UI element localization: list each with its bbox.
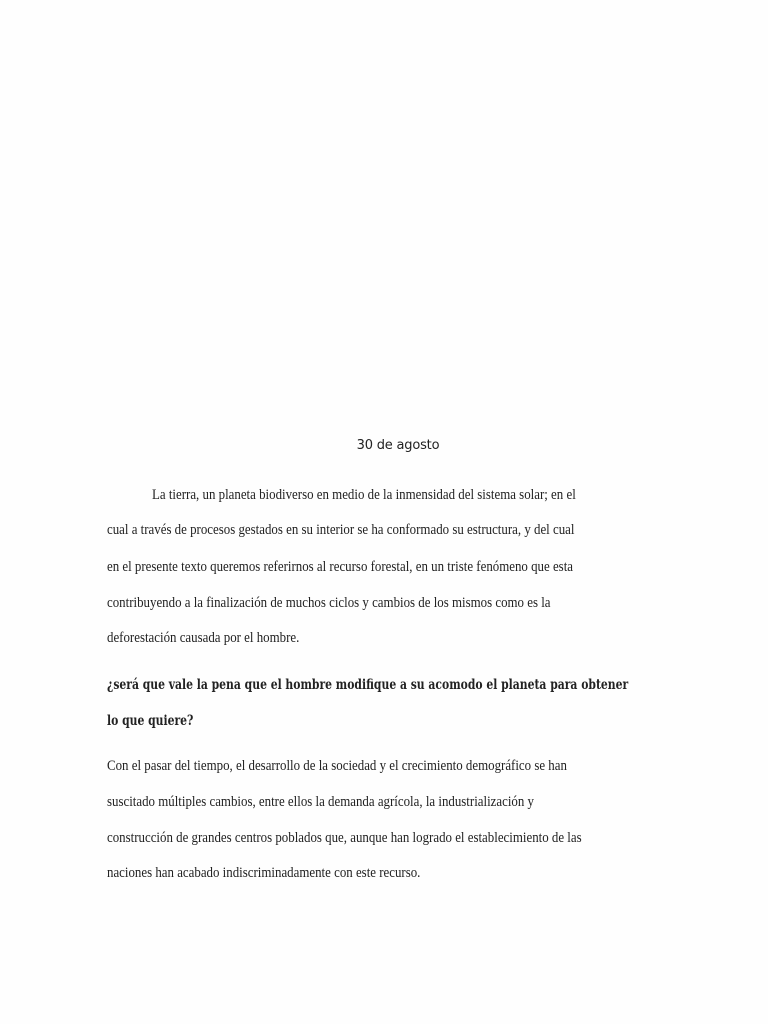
paragraph-line: suscitado múltiples cambios, entre ellos la demanda agrícola, la industrialización y [107, 794, 535, 810]
paragraph-line: deforestación causada por el hombre. [107, 630, 300, 646]
question-line: lo que quiere? [107, 713, 194, 729]
question-line: ¿será que vale la pena que el hombre modifique a su acomodo el planeta para obtener [107, 677, 629, 693]
date-text: 30 de agosto [356, 438, 440, 453]
paragraph-line: cual a través de procesos gestados en su interior se ha conformado su estructura, y del cual [107, 522, 575, 538]
paragraph-line: construcción de grandes centros poblados que, aunque han logrado el establecimiento de las [107, 830, 582, 846]
paragraph-line: contribuyendo a la finalización de muchos ciclos y cambios de los mismos como es la [107, 595, 551, 611]
paragraph-line: Con el pasar del tiempo, el desarrollo de la sociedad y el crecimiento demográfico se han [107, 758, 567, 774]
document-date [0, 438, 768, 453]
paragraph-line: naciones han acabado indiscriminadamente con este recurso. [107, 865, 421, 881]
paragraph-line: La tierra, un planeta biodiverso en medio de la inmensidad del sistema solar; en el [152, 487, 576, 503]
paragraph-line: en el presente texto queremos referirnos al recurso forestal, en un triste fenómeno que esta [107, 559, 574, 575]
